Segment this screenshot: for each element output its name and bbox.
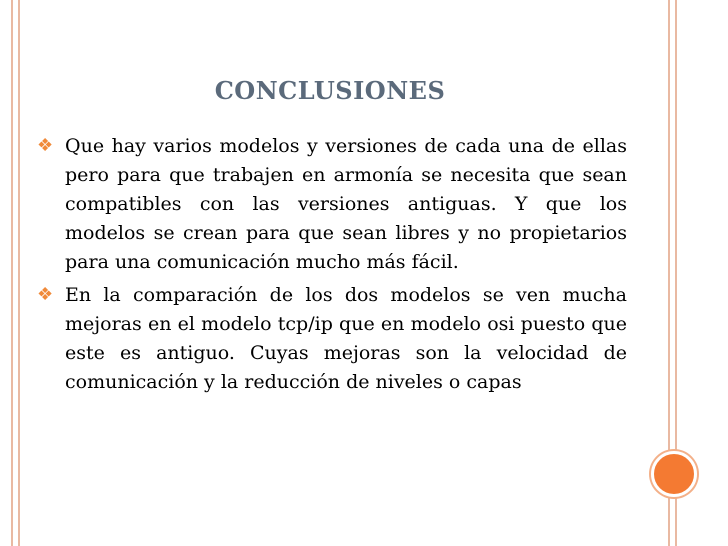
decorative-line-left-inner <box>18 0 20 546</box>
bullet-item-1 <box>37 132 627 277</box>
bullet-icon: ❖ <box>37 135 54 156</box>
decorative-line-left-outer <box>11 0 13 546</box>
bullet-text: En la comparación de los dos modelos se ven mucha mejoras en el modelo tcp/ip que en modelo osi puesto que este es antiguo. Cuyas mejoras son la velocidad de comunicación y la reducción de niveles o capas <box>65 284 627 393</box>
slide-title: CONCLUSIONES <box>214 76 446 105</box>
bullet-icon: ❖ <box>37 284 54 305</box>
bullet-list <box>37 132 627 401</box>
bullet-item-2 <box>37 281 627 397</box>
bullet-text: Que hay varios modelos y versiones de cada una de ellas pero para que trabajen en armonía se necesita que sean compatibles con las versiones antiguas. Y que los modelos se crean para que sean libres y no propietarios para una comunicación mucho más fácil. <box>65 135 627 273</box>
decorative-circle <box>651 451 697 497</box>
